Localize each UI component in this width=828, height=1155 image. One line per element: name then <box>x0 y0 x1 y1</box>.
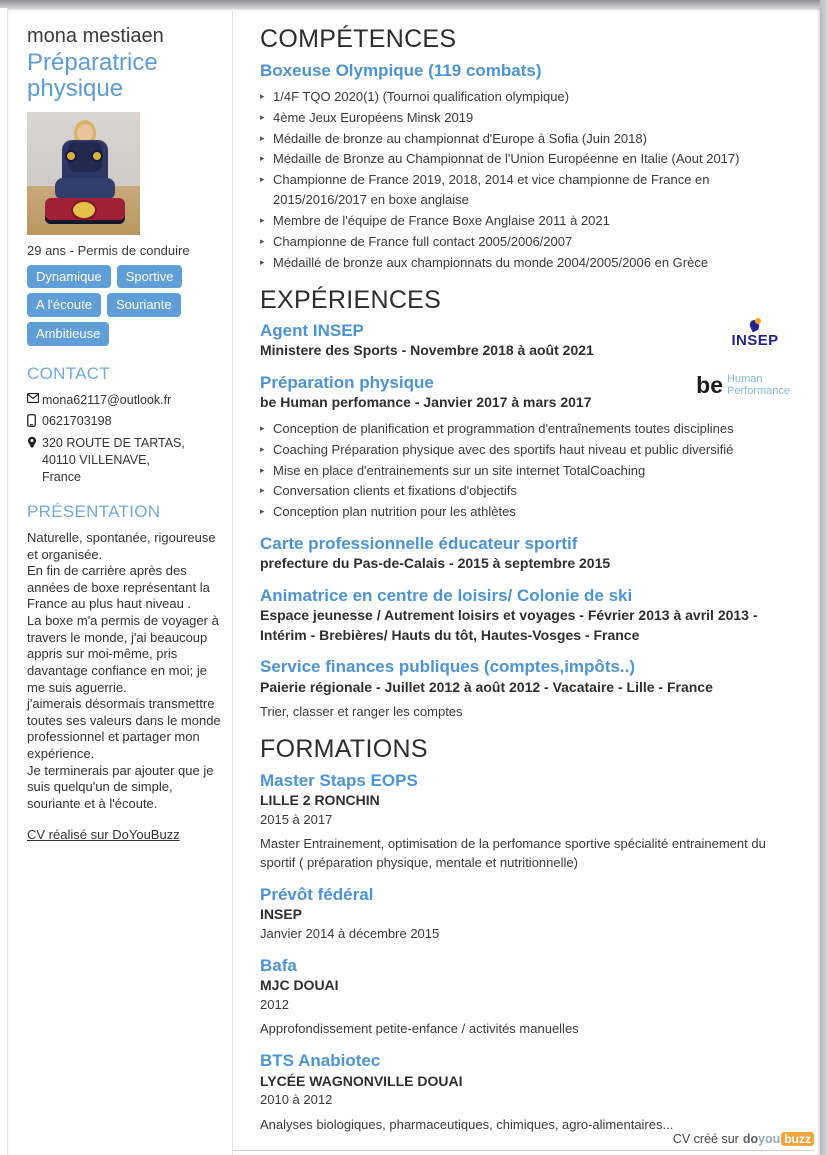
section-competences <box>260 26 798 273</box>
cv-page <box>7 8 820 1155</box>
bullet-icon: ▸ <box>260 111 265 122</box>
bullet-item <box>260 440 798 460</box>
bullet-text: 1/4F TQO 2020(1) (Tournoi qualification olympique) <box>273 88 570 104</box>
bullet-item <box>260 253 798 273</box>
email-icon <box>27 393 42 403</box>
doyoubuzz-logo[interactable] <box>743 1132 814 1146</box>
tag-a-lecoute: A l'écoute <box>27 293 101 317</box>
insep-logo-text: INSEP <box>731 332 779 350</box>
formation-title: BTS Anabiotec <box>260 1051 381 1071</box>
bullet-icon: ▸ <box>260 235 265 246</box>
tag-sportive: Sportive <box>117 265 183 289</box>
bullet-icon: ▸ <box>260 485 265 496</box>
formation-school: INSEP <box>260 906 303 923</box>
viewer-top-edge <box>0 0 828 8</box>
doyoubuzz-credit-link[interactable]: CV réalisé sur DoYouBuzz <box>27 826 180 842</box>
photo-legs <box>55 178 115 200</box>
experience-entry-animatrice <box>260 585 798 645</box>
formation-title: Master Staps EOPS <box>260 770 418 790</box>
section-experiences <box>260 287 798 723</box>
formation-entry-bts <box>260 1050 798 1135</box>
bullet-icon: ▸ <box>260 506 265 517</box>
profile-photo <box>27 112 140 235</box>
insep-flame-icon <box>749 318 761 331</box>
presentation-text <box>27 530 226 813</box>
experience-title: Carte professionnelle éducateur sportif <box>260 534 578 554</box>
formation-description: Analyses biologiques, pharmaceutiques, chimiques, agro-alimentaires... <box>260 1116 674 1132</box>
contact-phone: 0621703198 <box>42 414 112 429</box>
bullet-item <box>260 419 798 439</box>
be-logo-line1: Human <box>727 372 763 385</box>
main-content <box>233 8 820 1155</box>
presentation-paragraph: j'aimerais désormais transmettre toutes ses valeurs dans le monde professionnel et partager mon expérience. <box>27 696 221 762</box>
experiences-heading: EXPÉRIENCES <box>260 285 442 314</box>
tag-dynamique: Dynamique <box>27 265 111 289</box>
formation-entry-master <box>260 770 798 873</box>
phone-icon <box>27 414 42 427</box>
bullet-icon: ▸ <box>260 443 265 454</box>
experience-subtitle: Paierie régionale - Juillet 2012 à août 2012 - Vacataire - Lille - France <box>260 678 713 695</box>
contact-address-row <box>27 435 226 486</box>
photo-medal-right <box>91 150 103 162</box>
formation-dates: 2015 à 2017 <box>260 811 333 827</box>
experience-description: Trier, classer et ranger les comptes <box>260 704 463 720</box>
bullet-text: Médaille de Bronze au Championnat de l'Union Européenne en Italie (Aout 2017) <box>273 151 740 167</box>
bullet-text: Championne de France full contact 2005/2006/2007 <box>273 233 573 249</box>
presentation-paragraph: Naturelle, spontanée, rigoureuse et organisée. <box>27 529 216 562</box>
experience-subtitle: prefecture du Pas-de-Calais - 2015 à septembre 2015 <box>260 555 611 572</box>
formation-entry-bafa <box>260 955 798 1040</box>
experience-bullet-list <box>260 419 798 522</box>
experience-entry-carte-professionnelle <box>260 533 798 574</box>
experience-entry-agent-insep <box>260 320 798 361</box>
formation-school: LILLE 2 RONCHIN <box>260 791 380 808</box>
be-logo-text: be <box>696 372 724 399</box>
experience-title: Préparation physique <box>260 372 434 392</box>
bullet-item <box>260 87 798 107</box>
contact-address <box>42 435 185 486</box>
page-footer <box>233 1132 814 1151</box>
experience-title: Animatrice en centre de loisirs/ Colonie de ski <box>260 586 633 606</box>
be-logo-subtext <box>727 374 790 398</box>
tag-ambitieuse: Ambitieuse <box>27 322 109 346</box>
experience-title: Service finances publiques (comptes,impôts..) <box>260 657 636 677</box>
bullet-text: Conception de planification et programmation d'entraînements toutes disciplines <box>273 420 734 436</box>
experience-entry-preparation-physique <box>260 372 798 522</box>
be-human-performance-logo <box>696 374 790 398</box>
formation-dates: 2012 <box>260 996 289 1012</box>
viewer-right-edge <box>820 0 828 1155</box>
bullet-icon: ▸ <box>260 215 265 225</box>
presentation-paragraph: Je terminerais par ajouter que je suis quelqu'un de simple, souriante et à l'écoute. <box>27 762 214 811</box>
presentation-paragraph: En fin de carrière après des années de boxe représentant la France au plus haut niveau . <box>27 563 210 612</box>
competences-heading: COMPÉTENCES <box>260 25 457 53</box>
competence-title: Boxeuse Olympique (119 combats) <box>260 60 542 80</box>
address-line-1: 320 ROUTE DE TARTAS, <box>42 436 185 451</box>
experience-title: Agent INSEP <box>260 321 364 341</box>
bullet-text: 4ème Jeux Européens Minsk 2019 <box>273 109 474 125</box>
experience-subtitle: be Human perfomance - Janvier 2017 à mars 2017 <box>260 394 592 411</box>
bullet-text: Conversation clients et fixations d'objectifs <box>273 483 517 499</box>
photo-medal-left <box>65 150 77 162</box>
bullet-item <box>260 481 798 501</box>
contact-heading: CONTACT <box>27 363 110 383</box>
experience-subtitle: Espace jeunesse / Autrement loisirs et voyages - Février 2013 à avril 2013 - Intérim - Brebières/ Hauts du tôt, Hautes-Vosges - France <box>260 607 758 643</box>
formation-title: Bafa <box>260 955 297 975</box>
bullet-icon: ▸ <box>260 256 265 267</box>
bullet-text: Membre de l'équipe de France Boxe Anglaise 2011 à 2021 <box>273 213 610 228</box>
bullet-item <box>260 461 798 481</box>
contact-email[interactable]: mona62117@outlook.fr <box>42 392 172 407</box>
presentation-heading: PRÉSENTATION <box>27 501 161 521</box>
formations-heading: FORMATIONS <box>260 735 428 764</box>
doyoubuzz-logo-do: do <box>742 1132 759 1146</box>
address-line-3: France <box>42 470 81 485</box>
contact-phone-row <box>27 413 226 430</box>
insep-logo <box>726 318 784 349</box>
bullet-text: Mise en place d'entrainements sur un site internet TotalCoaching <box>273 462 646 478</box>
be-logo-line2: Performance <box>727 384 790 397</box>
formation-school: MJC DOUAI <box>260 976 339 993</box>
skill-tags <box>27 265 217 346</box>
bullet-icon: ▸ <box>260 132 265 143</box>
formation-title: Prévôt fédéral <box>260 885 374 905</box>
formation-description: Approfondissement petite-enfance / activités manuelles <box>260 1021 579 1037</box>
footer-credit-text: CV créé sur <box>672 1132 739 1146</box>
bullet-item <box>260 502 798 522</box>
person-job-title: Préparatrice physique <box>27 49 158 102</box>
competences-bullet-list <box>260 87 798 273</box>
formation-description: Master Entrainement, optimisation de la perfomance sportive spécialité entrainement du sportif ( préparation physique, mentale et nutritionnelle) <box>260 836 766 871</box>
bullet-item <box>260 170 798 210</box>
contact-email-row <box>27 392 226 409</box>
bullet-text: Médaillé de bronze aux championnats du monde 2004/2005/2006 en Grèce <box>273 254 709 270</box>
bullet-item <box>260 129 798 149</box>
tag-souriante: Souriante <box>107 293 181 317</box>
photo-belt-plate <box>71 200 97 220</box>
address-line-2: 40110 VILLENAVE, <box>42 453 150 468</box>
formation-dates: Janvier 2014 à décembre 2015 <box>260 925 440 941</box>
formation-dates: 2010 à 2012 <box>260 1092 333 1108</box>
bullet-text: Championne de France 2019, 2018, 2014 et vice championne de France en 2015/2016/2017 en boxe anglaise <box>273 172 710 208</box>
sidebar <box>8 8 233 1155</box>
person-name: mona mestiaen <box>27 25 164 47</box>
bullet-item <box>260 149 798 169</box>
formation-entry-prevot <box>260 884 798 944</box>
experience-entry-finances-publiques <box>260 656 798 722</box>
formation-school: LYCÉE WAGNONVILLE DOUAI <box>260 1072 463 1089</box>
bullet-item <box>260 211 798 231</box>
doyoubuzz-logo-you: you <box>758 1132 781 1146</box>
bullet-text: Conception plan nutrition pour les athlètes <box>273 504 516 520</box>
section-formations <box>260 736 798 1135</box>
bullet-icon: ▸ <box>260 90 265 101</box>
bullet-text: Coaching Préparation physique avec des sportifs haut niveau et public diversifié <box>273 441 734 457</box>
experience-subtitle: Ministere des Sports - Novembre 2018 à août 2021 <box>260 342 594 359</box>
age-permit-line: 29 ans - Permis de conduire <box>27 242 190 258</box>
bullet-item <box>260 232 798 252</box>
doyoubuzz-logo-buzz: buzz <box>781 1132 814 1146</box>
bullet-text: Médaille de bronze au championnat d'Europe à Sofia (Juin 2018) <box>273 130 647 146</box>
contact-list <box>27 392 226 486</box>
bullet-icon: ▸ <box>260 464 265 475</box>
bullet-icon: ▸ <box>260 422 265 433</box>
bullet-item <box>260 108 798 128</box>
location-pin-icon <box>27 436 42 449</box>
presentation-paragraph: La boxe m'a permis de voyager à travers le monde, j'ai beaucoup appris sur moi-même, pris davantage confiance en moi; je me suis aguerrie. <box>27 613 219 695</box>
bullet-icon: ▸ <box>260 153 265 164</box>
bullet-icon: ▸ <box>260 174 265 185</box>
